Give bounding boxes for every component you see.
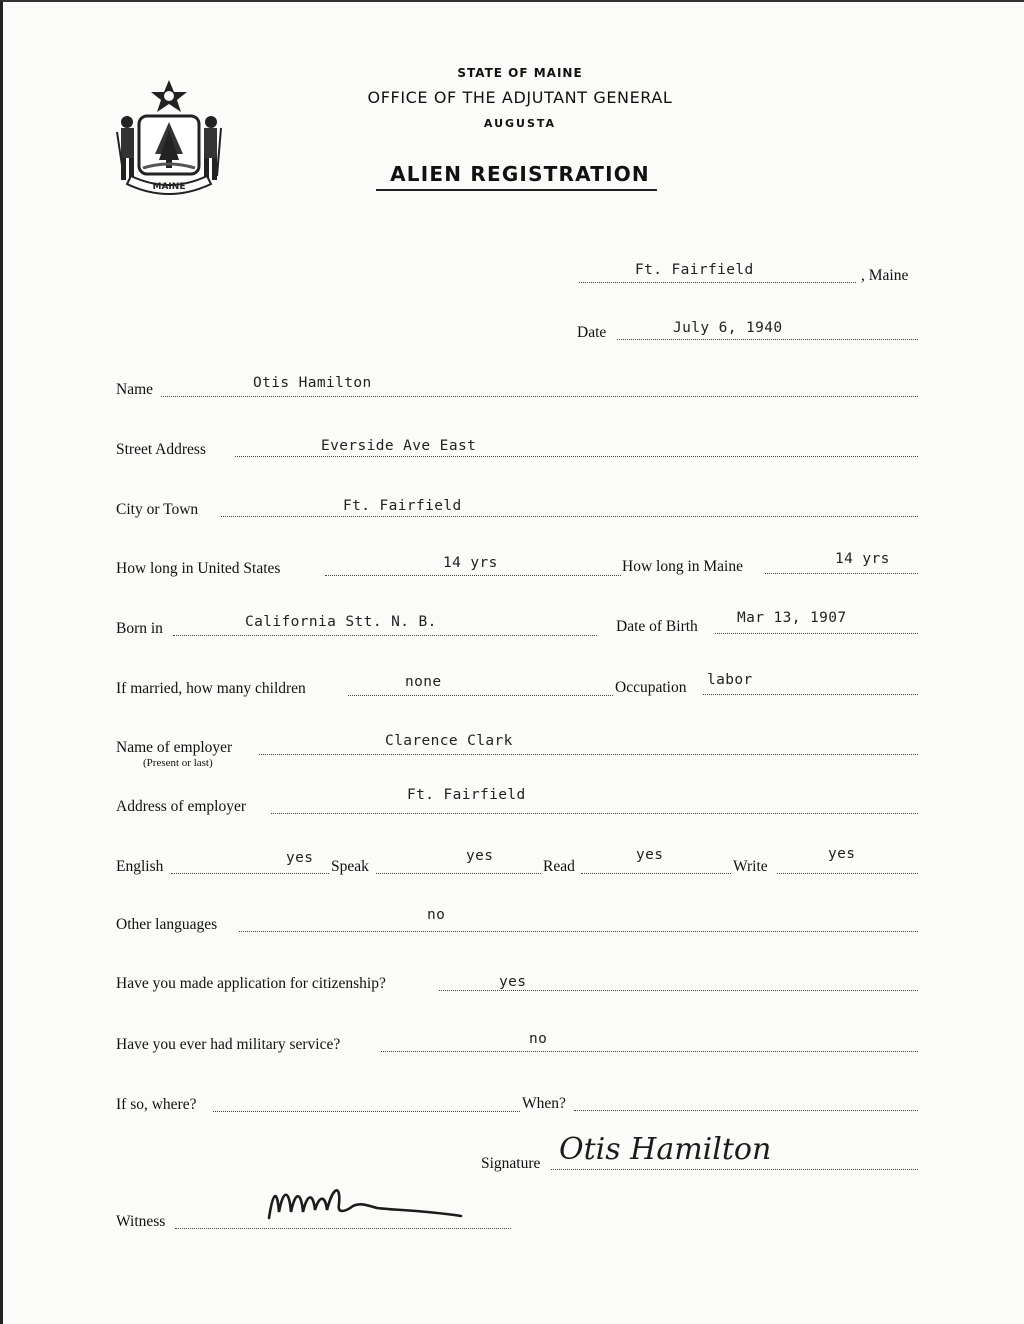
signature-line (551, 1168, 918, 1170)
children-label: If married, how many children (116, 680, 306, 697)
born-in-line (173, 634, 597, 636)
read-value: yes (636, 847, 664, 863)
military-label: Have you ever had military service? (116, 1036, 341, 1053)
speak-line (376, 872, 541, 874)
speak-label: Speak (331, 858, 369, 875)
town-line (579, 281, 856, 283)
office-heading: OFFICE OF THE ADJUTANT GENERAL (367, 88, 673, 107)
occupation-line (703, 693, 918, 695)
children-line (348, 694, 613, 696)
street-address-line (235, 455, 918, 457)
title-underline (376, 189, 657, 191)
city-label: City or Town (116, 501, 199, 518)
how-long-us-label: How long in United States (116, 560, 281, 577)
witness-signature-scribble (261, 1182, 471, 1228)
write-value: yes (828, 846, 856, 862)
military-value: no (529, 1031, 548, 1047)
write-label: Write (733, 858, 768, 875)
read-line (581, 872, 731, 874)
other-languages-label: Other languages (116, 916, 218, 933)
citizenship-value: yes (499, 974, 527, 990)
svg-text:MAINE: MAINE (152, 182, 186, 192)
where-line (213, 1110, 520, 1112)
military-line (381, 1050, 918, 1052)
date-of-birth-label: Date of Birth (616, 618, 698, 635)
street-address-label: Street Address (116, 441, 206, 458)
read-label: Read (543, 858, 575, 875)
english-label: English (116, 858, 164, 875)
name-value: Otis Hamilton (253, 375, 372, 391)
children-value: none (405, 674, 442, 690)
form-title: ALIEN REGISTRATION (390, 162, 650, 186)
employer-address-line (271, 812, 918, 814)
how-long-us-line (325, 574, 621, 576)
employer-name-line (259, 753, 918, 755)
date-label: Date (577, 324, 607, 341)
date-line (617, 338, 918, 340)
how-long-maine-line (765, 572, 918, 574)
city-heading: AUGUSTA (483, 117, 557, 130)
employer-address-value: Ft. Fairfield (407, 787, 526, 803)
town-suffix: , Maine (861, 267, 909, 284)
speak-value: yes (466, 848, 494, 864)
town-value: Ft. Fairfield (635, 262, 754, 278)
occupation-label: Occupation (615, 679, 687, 696)
employer-name-value: Clarence Clark (385, 733, 513, 749)
where-label: If so, where? (116, 1096, 197, 1113)
date-of-birth-value: Mar 13, 1907 (737, 610, 847, 626)
city-line (221, 515, 918, 517)
signature-handwriting: Otis Hamilton (559, 1132, 772, 1167)
employer-address-label: Address of employer (116, 798, 246, 815)
city-value: Ft. Fairfield (343, 498, 462, 514)
employer-name-sublabel: (Present or last) (143, 757, 213, 769)
employer-name-label: Name of employer (116, 739, 233, 756)
how-long-us-value: 14 yrs (443, 555, 498, 571)
how-long-maine-value: 14 yrs (835, 551, 890, 567)
date-value: July 6, 1940 (673, 320, 783, 336)
write-line (777, 872, 918, 874)
name-label: Name (116, 381, 154, 398)
street-address-value: Everside Ave East (321, 438, 477, 454)
witness-label: Witness (116, 1213, 166, 1230)
how-long-maine-label: How long in Maine (622, 558, 743, 575)
state-heading: STATE OF MAINE (457, 66, 583, 80)
name-line (161, 395, 918, 397)
born-in-label: Born in (116, 620, 163, 637)
other-languages-value: no (427, 907, 446, 923)
citizenship-label: Have you made application for citizenship? (116, 975, 386, 992)
english-line (171, 872, 329, 874)
english-value: yes (286, 850, 314, 866)
date-of-birth-line (715, 632, 918, 634)
other-languages-line (239, 930, 918, 932)
born-in-value: California Stt. N. B. (245, 614, 437, 630)
occupation-value: labor (707, 672, 753, 688)
when-line (574, 1109, 918, 1111)
when-label: When? (522, 1095, 566, 1112)
signature-label: Signature (481, 1155, 541, 1172)
